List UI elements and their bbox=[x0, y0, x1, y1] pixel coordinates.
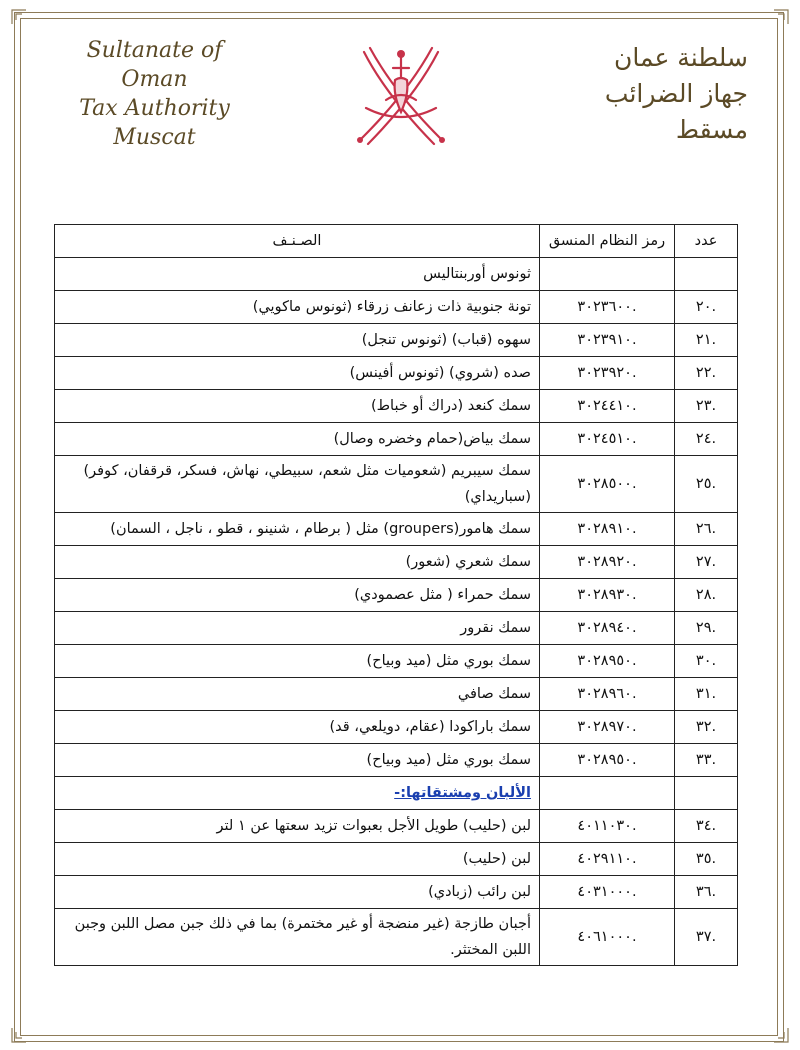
table-row bbox=[55, 876, 738, 909]
row-item-name: أجبان طازجة (غير منضجة أو غير مختمرة) بما في ذلك جبن مصل اللبن وجبن اللبن المختثر. bbox=[55, 909, 540, 966]
corner-ornament-icon bbox=[772, 1026, 790, 1044]
letterhead-line: Tax Authority bbox=[79, 96, 230, 121]
row-item-name: سمك حمراء ( مثل عصمودي) bbox=[55, 579, 540, 612]
table-row bbox=[55, 744, 738, 777]
row-item-name: سمك كنعد (دراك أو خباط) bbox=[55, 390, 540, 423]
row-item-name: سمك هامور(groupers) مثل ( برطام ، شنينو ، قطو ، ناجل ، السمان) bbox=[55, 513, 540, 546]
row-hs-code: .٣٠٢٣٩١٠ bbox=[540, 324, 675, 357]
table-row bbox=[55, 909, 738, 966]
row-number: .٢١ bbox=[675, 324, 738, 357]
row-item-name: لبن (حليب) طويل الأجل بعبوات تزيد سعتها عن ١ لتر bbox=[55, 810, 540, 843]
header-number: عدد bbox=[675, 225, 738, 258]
row-number bbox=[675, 777, 738, 810]
commodity-table bbox=[54, 224, 738, 966]
row-hs-code: .٣٠٢٨٩١٠ bbox=[540, 513, 675, 546]
section-heading: الألبان ومشتقاتها:- bbox=[394, 785, 531, 801]
table-row bbox=[55, 423, 738, 456]
table-row bbox=[55, 678, 738, 711]
table-header-row bbox=[55, 225, 738, 258]
corner-ornament-icon bbox=[10, 8, 28, 26]
table-row bbox=[55, 810, 738, 843]
row-item-name: سمك شعري (شعور) bbox=[55, 546, 540, 579]
row-hs-code: .٣٠٢٣٦٠٠ bbox=[540, 291, 675, 324]
row-item-name: سمك بوري مثل (ميد وبياح) bbox=[55, 744, 540, 777]
table-row bbox=[55, 291, 738, 324]
row-hs-code: .٤٠١١٠٣٠ bbox=[540, 810, 675, 843]
english-letterhead bbox=[52, 36, 257, 152]
row-hs-code bbox=[540, 258, 675, 291]
row-number: .٢٣ bbox=[675, 390, 738, 423]
row-hs-code: .٣٠٢٨٩٣٠ bbox=[540, 579, 675, 612]
row-hs-code: .٣٠٢٨٥٠٠ bbox=[540, 456, 675, 513]
row-item-name: سمك صافي bbox=[55, 678, 540, 711]
row-hs-code: .٤٠٣١٠٠٠ bbox=[540, 876, 675, 909]
row-hs-code: .٤٠٢٩١١٠ bbox=[540, 843, 675, 876]
table-row bbox=[55, 390, 738, 423]
row-item-name: سهوه (قباب) (ثونوس تنجل) bbox=[55, 324, 540, 357]
row-number: .٣٥ bbox=[675, 843, 738, 876]
table-row bbox=[55, 546, 738, 579]
row-number: .٣٤ bbox=[675, 810, 738, 843]
row-number: .٣٠ bbox=[675, 645, 738, 678]
corner-ornament-icon bbox=[10, 1026, 28, 1044]
header-item-name: الصـنـف bbox=[55, 225, 540, 258]
row-item-name: سمك بياض(حمام وخضره وصال) bbox=[55, 423, 540, 456]
row-item-name: ثونوس أوربنتاليس bbox=[55, 258, 540, 291]
row-number: .٢٠ bbox=[675, 291, 738, 324]
row-number: .٣٦ bbox=[675, 876, 738, 909]
row-number bbox=[675, 258, 738, 291]
table-row bbox=[55, 258, 738, 291]
row-item-name bbox=[55, 777, 540, 810]
table-row bbox=[55, 843, 738, 876]
row-number: .٣٣ bbox=[675, 744, 738, 777]
table-row bbox=[55, 612, 738, 645]
table-row bbox=[55, 456, 738, 513]
row-number: .٢٢ bbox=[675, 357, 738, 390]
table-row bbox=[55, 513, 738, 546]
row-number: .٢٤ bbox=[675, 423, 738, 456]
row-item-name: سمك باراكودا (عقام، دويلعي، قد) bbox=[55, 711, 540, 744]
row-item-name: تونة جنوبية ذات زعانف زرقاء (ثونوس ماكويي) bbox=[55, 291, 540, 324]
letterhead-line: مسقط bbox=[675, 115, 748, 144]
row-number: .٣٧ bbox=[675, 909, 738, 966]
row-hs-code: .٣٠٢٤٥١٠ bbox=[540, 423, 675, 456]
row-number: .٢٧ bbox=[675, 546, 738, 579]
letterhead-line: Muscat bbox=[113, 125, 196, 150]
row-item-name: سمك بوري مثل (ميد وبياح) bbox=[55, 645, 540, 678]
arabic-letterhead bbox=[548, 40, 748, 148]
row-hs-code: .٣٠٢٨٩٦٠ bbox=[540, 678, 675, 711]
row-number: .٢٨ bbox=[675, 579, 738, 612]
oman-emblem-icon bbox=[346, 40, 456, 155]
section-row bbox=[55, 777, 738, 810]
row-item-name: سمك نقرور bbox=[55, 612, 540, 645]
row-hs-code: .٣٠٢٨٩٧٠ bbox=[540, 711, 675, 744]
row-hs-code: .٣٠٢٨٩٥٠ bbox=[540, 744, 675, 777]
row-item-name: صده (شروي) (ثونوس أفينس) bbox=[55, 357, 540, 390]
row-number: .٢٥ bbox=[675, 456, 738, 513]
table-row bbox=[55, 324, 738, 357]
table-row bbox=[55, 711, 738, 744]
table-row bbox=[55, 357, 738, 390]
letterhead-line: سلطنة عمان bbox=[614, 43, 748, 72]
row-hs-code bbox=[540, 777, 675, 810]
row-item-name: لبن (حليب) bbox=[55, 843, 540, 876]
row-hs-code: .٣٠٢٨٩٢٠ bbox=[540, 546, 675, 579]
row-number: .٢٩ bbox=[675, 612, 738, 645]
row-number: .٣٢ bbox=[675, 711, 738, 744]
row-item-name: لبن رائب (زبادي) bbox=[55, 876, 540, 909]
table-row bbox=[55, 579, 738, 612]
row-hs-code: .٣٠٢٨٩٥٠ bbox=[540, 645, 675, 678]
letterhead-line: جهاز الضرائب bbox=[604, 79, 748, 108]
row-number: .٣١ bbox=[675, 678, 738, 711]
row-hs-code: .٣٠٢٣٩٢٠ bbox=[540, 357, 675, 390]
letterhead-line: Sultanate of Oman bbox=[86, 38, 223, 92]
row-hs-code: .٣٠٢٤٤١٠ bbox=[540, 390, 675, 423]
row-item-name: سمك سيبريم (شعوميات مثل شعم، سبيطي، نهاش، فسكر، قرقفان، كوفر) (سباريداي) bbox=[55, 456, 540, 513]
header-hs-code: رمز النظام المنسق bbox=[540, 225, 675, 258]
corner-ornament-icon bbox=[772, 8, 790, 26]
row-hs-code: .٤٠٦١٠٠٠ bbox=[540, 909, 675, 966]
table-row bbox=[55, 645, 738, 678]
row-number: .٢٦ bbox=[675, 513, 738, 546]
row-hs-code: .٣٠٢٨٩٤٠ bbox=[540, 612, 675, 645]
